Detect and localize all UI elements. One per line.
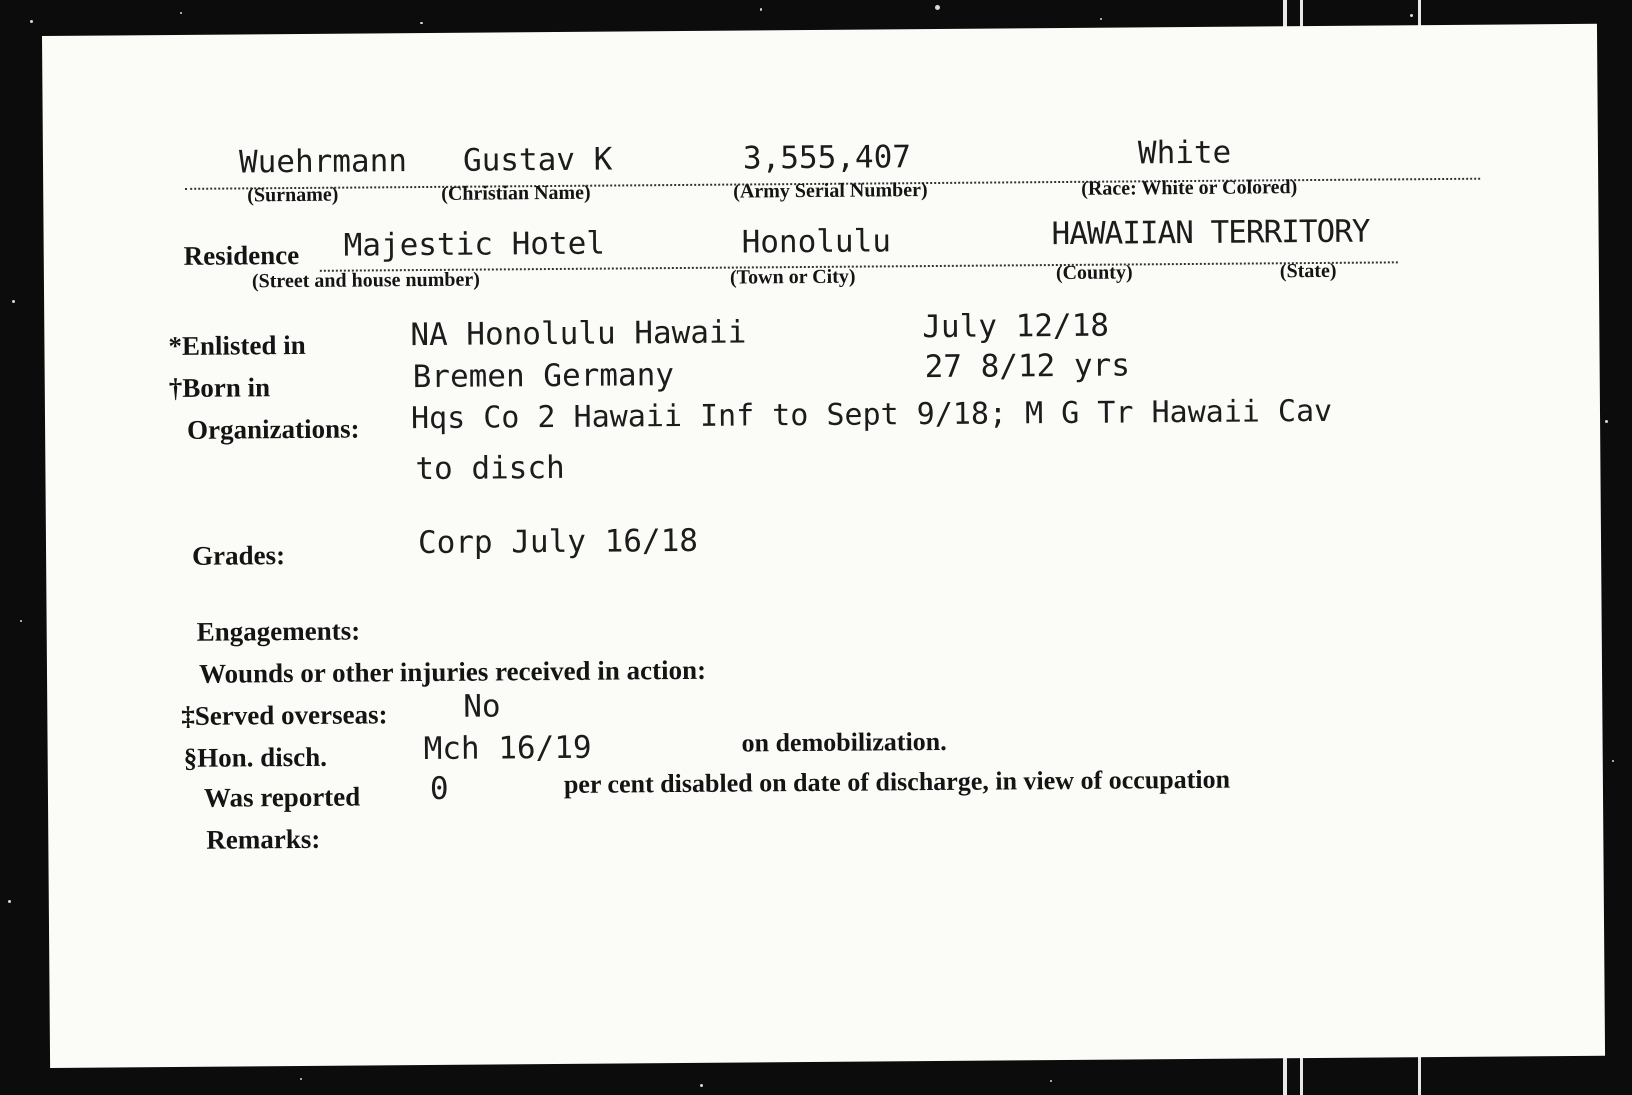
service-record-card [42, 24, 1605, 1068]
scan-speck [1410, 14, 1413, 17]
residence-dotted-line [320, 261, 1398, 271]
christian-name-caption: (Christian Name) [441, 181, 591, 205]
scan-speck [180, 12, 182, 14]
remarks-label: Remarks: [206, 823, 321, 855]
scan-speck [30, 20, 33, 23]
enlisted-label: *Enlisted in [168, 329, 306, 362]
reported-disability-value: 0 [429, 770, 449, 807]
born-place-value: Bremen Germany [412, 357, 675, 396]
scan-speck [300, 1078, 302, 1080]
scan-speck [1612, 760, 1614, 762]
scan-speck [420, 22, 423, 24]
organizations-line-2: to disch [415, 449, 565, 488]
surname-caption: (Surname) [247, 183, 339, 207]
was-reported-label: Was reported [203, 781, 361, 813]
street-value: Majestic Hotel [343, 225, 606, 264]
enlisted-place-value: NA Honolulu Hawaii [410, 314, 747, 354]
hon-disch-date-value: Mch 16/19 [423, 729, 592, 768]
grades-label: Grades: [191, 540, 286, 571]
grades-value: Corp July 16/18 [417, 522, 699, 562]
wounds-label: Wounds or other injuries received in action: [198, 654, 707, 689]
surname-value: Wuehrmann [238, 143, 408, 181]
serial-number-value: 3,555,407 [742, 139, 912, 177]
scan-speck [1100, 18, 1102, 20]
served-overseas-label: ‡Served overseas: [181, 699, 388, 731]
scan-speck [1605, 420, 1608, 423]
enlisted-date-value: July 12/18 [922, 307, 1110, 346]
hon-disch-suffix: on demobilization. [741, 726, 947, 758]
born-label: †Born in [168, 372, 271, 404]
hon-disch-label: §Hon. disch. [183, 741, 328, 773]
served-overseas-value: No [463, 688, 501, 725]
scan-speck [12, 300, 15, 303]
county-caption: (County) [1055, 261, 1133, 285]
scan-speck [935, 5, 940, 10]
town-caption: (Town or City) [729, 265, 856, 289]
race-value: White [1137, 134, 1232, 172]
residence-label: Residence [183, 239, 300, 271]
christian-name-value: Gustav K [462, 141, 613, 179]
race-caption: (Race: White or Colored) [1081, 176, 1298, 200]
scan-speck [760, 8, 762, 11]
street-caption: (Street and house number) [251, 268, 480, 293]
town-value: Honolulu [741, 223, 892, 261]
state-caption: (State) [1279, 259, 1337, 283]
born-age-value: 27 8/12 yrs [924, 347, 1131, 386]
scan-speck [20, 620, 22, 622]
scan-speck [700, 1084, 703, 1087]
scan-speck [1050, 1080, 1052, 1082]
serial-number-caption: (Army Serial Number) [733, 179, 928, 203]
engagements-label: Engagements: [196, 615, 361, 647]
organizations-line-1: Hqs Co 2 Hawaii Inf to Sept 9/18; M G Tr Hawaii Cav [410, 393, 1333, 437]
county-value: HAWAIIAN TERRITORY [1051, 213, 1370, 253]
scan-speck [8, 900, 11, 903]
was-reported-suffix: per cent disabled on date of discharge, in view of occupation [563, 764, 1231, 799]
organizations-label: Organizations: [186, 413, 360, 445]
